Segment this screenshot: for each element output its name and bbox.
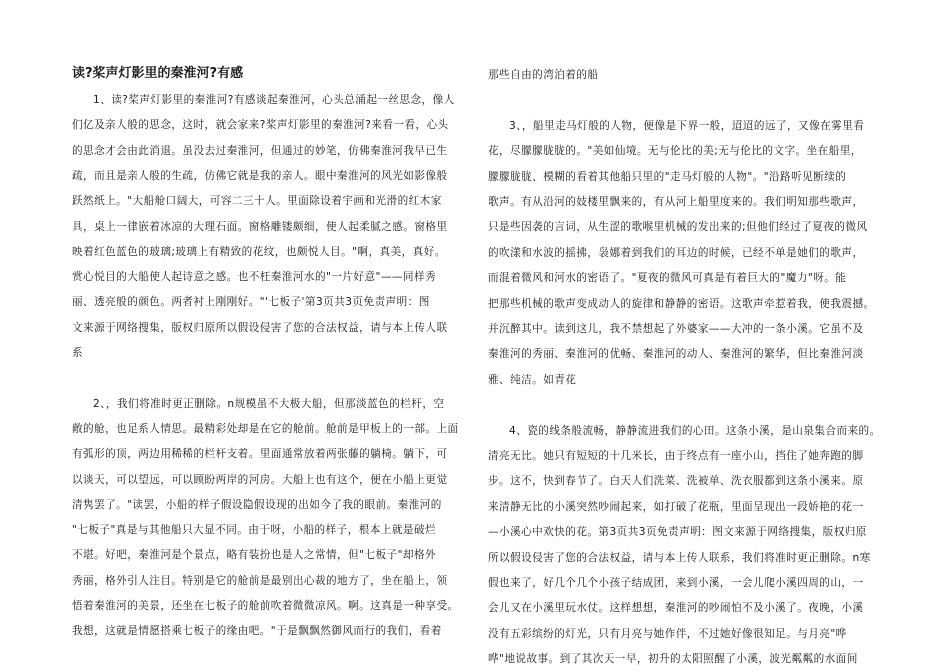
text-line: 2、，我们将准时更正删除。n规模虽不大极大船，但那淡蓝色的栏杆，空 — [93, 397, 445, 410]
text-line: 歌声。有从沿河的妓楼里飘来的，有从河上船里度来的。我们明知那些歌声， — [488, 196, 864, 208]
text-line: 花，尽朦朦胧胧的。"美如仙境。无与伦比的美;无与伦比的文字。坐在船里， — [488, 145, 862, 158]
text-line: 并沉醉其中。读到这儿，我不禁想起了外婆家——大冲的一条小溪。它虽不及 — [488, 323, 864, 335]
text-line: 清隽罢了。"读罢，小船的样子假设隐假设现的出如今了我的眼前。秦淮河的 — [72, 498, 442, 511]
text-line: 赏心悦目的大船使人起诗意之感。也不枉秦淮河水的"一片好意"——同样秀 — [72, 271, 437, 284]
text-line: 3、，船里走马灯般的人物，便像是下界一般，迢迢的远了，又像在雾里看 — [509, 119, 865, 132]
text-line: 没有五彩缤纷的灯光，只有月亮与她作伴，不过她好像很知足。与月亮"哗 — [488, 627, 847, 640]
text-line: 不堪。好吧，秦淮河是个景点，略有装扮也是人之常情，但"七板子"却格外 — [72, 549, 437, 562]
document-title: 读?桨声灯影里的秦淮河?有感 — [72, 66, 244, 81]
text-line: 跃然纸上。"大船舱口阔大，可容二三十人。里面除设着宇画和光滑的红木家 — [72, 195, 442, 208]
text-line: 具，桌上一律嵌着冰凉的大理石面。窗格雕镂颇细，使人起柔腻之感。窗格里 — [72, 220, 448, 233]
text-line: 以谈天，可以望远，可以顾盼两岸的河房。大船上也有这个，便在小船上更觉 — [72, 473, 448, 486]
text-line: 们亿及亲人般的思念，这时，就会家来?桨声灯影里的秦淮河?来看一看，心头 — [72, 119, 449, 132]
text-line: —小溪心中欢快的花。第3页共3页免责声明：图文来源于网络搜集，版权归原 — [488, 526, 867, 539]
text-line: 假也来了，好几个几个小孩子结成团，来到小溪，一会儿爬小溪四周的山，一 — [488, 577, 864, 589]
text-line: 哗"地说故事。到了其次天一早，初升的太阳照醒了小溪，波光粼粼的水面间 — [488, 653, 858, 666]
text-line: 悟着秦淮河的美景，还坐在七板子的舱前吹着微微凉风。啊。这真是一种享受。 — [72, 600, 459, 612]
text-line: 1、读?桨声灯影里的秦淮河?有感谈起秦淮河，心头总涌起一丝思念，像人 — [93, 94, 455, 106]
text-line: 4、瓷的线条般流畅，静静流进我们的心田。这条小溪，是山泉集合而来的。 — [509, 424, 881, 437]
text-line: 清亮无比。她只有短短的十几米长，由于终点有一座小山，挡住了她奔跑的脚 — [488, 450, 864, 462]
text-line: 的思念才会由此消退。虽没去过秦淮河，但通过的妙笔，仿佛秦淮河我早已生 — [72, 144, 448, 157]
text-line: 朦朦胧胧、模糊的看着其他船只里的"走马灯般的人物"。"沿路听见断续的 — [488, 170, 847, 183]
text-line: "七板子"真是与其他船只大显不同。由于呀，小船的样子，根本上就是破烂 — [72, 524, 437, 537]
text-line: 的吹漾和水波的摇拂，袅娜着到我们的耳边的时候，已经不单是她们的歌声， — [488, 246, 864, 259]
text-line: 我想，这就是情愿搭乘七板子的缘由吧。"于是飘飘然御风而行的我们，看着 — [72, 625, 442, 638]
text-line: 把那些机械的歌声变成动人的旋律和静静的密语。这歌声牵惹着我，使我震撼。 — [488, 297, 875, 310]
text-line: 文来源于网络搜集，版权归原所以假设侵害了您的合法权益，请与本上传人联 — [72, 321, 448, 334]
text-line: 而混着微风和河水的密语了。"夏夜的微风可真是有着巨大的"魔力"呀。能 — [488, 272, 847, 285]
text-line: 敞的舱，也足系人情思。最精彩处却是在它的舱前。舱前是甲板上的一部。上面 — [72, 422, 459, 435]
text-line: 只是些因袭的言词，从生涩的歌喉里机械的发出来的;但他们经过了夏夜的微风 — [488, 221, 868, 234]
text-line: 会儿又在小溪里玩水仗。这样想想，秦淮河的吵闹怕不及小溪了。夜晚，小溪 — [488, 602, 864, 615]
text-line: 秀丽，格外引人注目。特别是它的舱前是最别出心裁的地方了，坐在船上，领 — [72, 574, 448, 587]
text-line: 来清静无比的小溪突然吵闹起来，如打破了花瓶，里面呈现出一段娇艳的花一 — [488, 500, 864, 513]
text-line: 雅、纯洁。如青花 — [488, 373, 577, 386]
text-line: 秦淮河的秀丽、秦淮河的优畅、秦淮河的动人、秦淮河的繁华，但比秦淮河淡 — [488, 348, 864, 361]
text-line: 所以假设侵害了您的合法权益，请与本上传人联系，我们将准时更正删除。n寒 — [488, 551, 871, 564]
text-line: 那些自由的湾泊着的船 — [488, 69, 599, 81]
text-line: 系 — [72, 347, 84, 359]
text-line: 疏，而且是亲人般的生疏，仿佛它就是我的亲人。眼中秦淮河的风光如影像般 — [72, 169, 448, 182]
text-line: 步。这不，快到春节了。白天人们洗菜、洗被单、洗衣服都到这条小溪来。原 — [488, 475, 864, 488]
text-line: 丽、透亮般的颜色。两者衬上刚刚好。"'七板子'第3页共3页免责声明：图 — [72, 296, 430, 309]
text-line: 有弧形的顶，两边用稀稀的栏杆支着。里面通常放着两张藤的躺椅。躺下，可 — [72, 448, 448, 461]
text-line: 映着红色蓝色的玻璃;玻璃上有精致的花纹，也颇悦人目。"啊，真美，真好。 — [72, 245, 446, 258]
